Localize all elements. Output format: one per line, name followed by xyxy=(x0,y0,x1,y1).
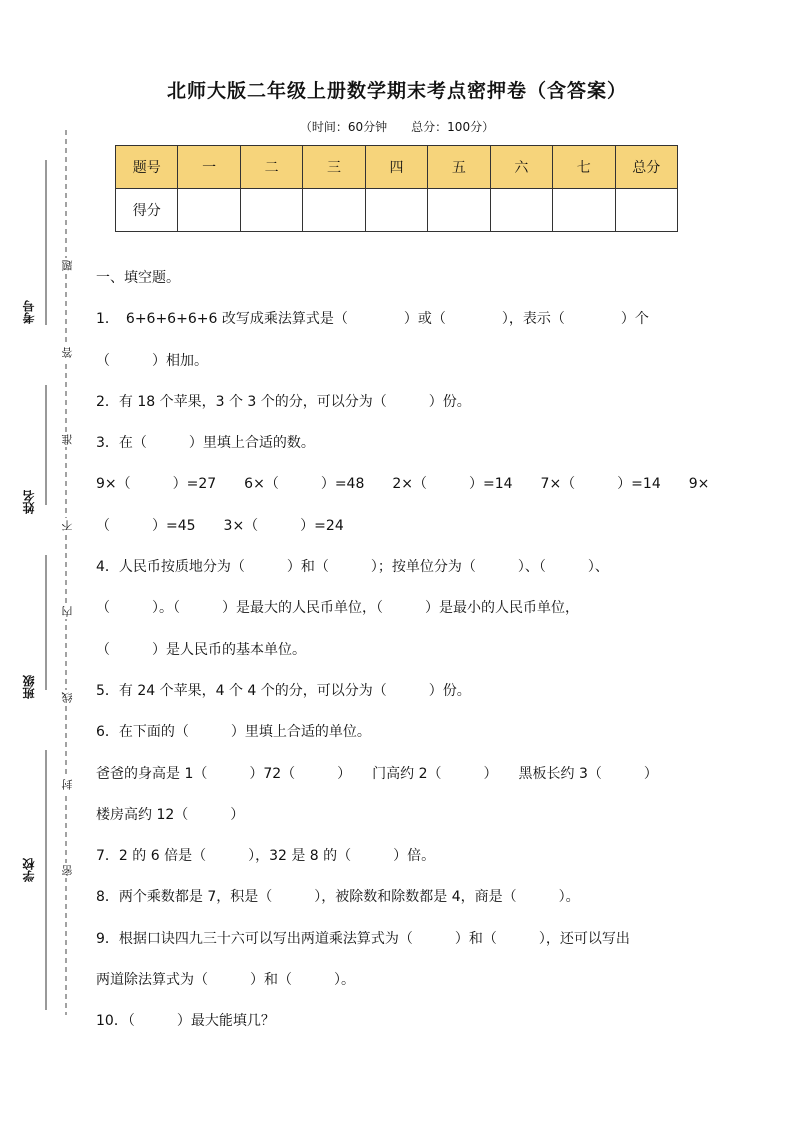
question-body xyxy=(96,258,710,1043)
score-table-header-row xyxy=(116,146,678,189)
header-cell: 三 xyxy=(303,146,365,189)
seal-char: 密 xyxy=(61,865,74,876)
header-cell: 四 xyxy=(365,146,427,189)
score-cell[interactable] xyxy=(240,189,302,232)
seal-char: 封 xyxy=(61,779,74,790)
question-line: 爸爸的身高是 1（ ）72（ ） 门高约 2（ ） 黑板长约 3（ ） xyxy=(96,765,658,782)
score-table xyxy=(115,145,678,232)
header-cell: 一 xyxy=(178,146,240,189)
question-line: 9．根据口诀四九三十六可以写出两道乘法算式为（ ）和（ ），还可以写出 xyxy=(96,930,630,947)
question-line: 8．两个乘数都是 7，积是（ ），被除数和除数都是 4，商是（ ）。 xyxy=(96,889,580,906)
question-line: 3．在（ ）里填上合适的数。 xyxy=(96,435,315,452)
seal-char: 准 xyxy=(61,434,74,445)
question-line: 1． 6+6+6+6+6 改写成乘法算式是（ ）或（ ），表示（ ）个 xyxy=(96,311,649,328)
school-label: 学校 xyxy=(22,858,36,882)
binding-margin xyxy=(0,0,80,1123)
class-label: 班级 xyxy=(22,675,36,699)
seal-char: 不 xyxy=(61,520,74,531)
question-line: 5．有 24 个苹果，4 个 4 个的分，可以分为（ ）份。 xyxy=(96,682,471,699)
section-heading: 一、填空题。 xyxy=(96,270,180,286)
header-cell: 七 xyxy=(553,146,615,189)
question-line: 7．2 的 6 倍是（ ），32 是 8 的（ ）倍。 xyxy=(96,848,436,865)
question-line: 两道除法算式为（ ）和（ ）。 xyxy=(96,972,355,989)
score-cell[interactable] xyxy=(178,189,240,232)
name-label: 姓名 xyxy=(22,490,36,514)
score-cell[interactable] xyxy=(365,189,427,232)
seal-char: 答 xyxy=(61,347,74,358)
page-title: 北师大版二年级上册数学期末考点密押卷（含答案） xyxy=(166,80,627,102)
header-cell: 题号 xyxy=(116,146,178,189)
question-line: 2．有 18 个苹果，3 个 3 个的分，可以分为（ ）份。 xyxy=(96,393,471,410)
question-line: （ ）相加。 xyxy=(96,352,208,369)
question-line: 10．（ ）最大能填几？ xyxy=(96,1013,275,1030)
score-cell[interactable] xyxy=(490,189,552,232)
score-cell[interactable] xyxy=(615,189,678,232)
header-cell: 二 xyxy=(240,146,302,189)
exam-info: （时间：60分钟 总分：100分） xyxy=(299,120,495,134)
question-line: （ ）是人民币的基本单位。 xyxy=(96,641,306,658)
question-line: （ ）。（ ）是最大的人民币单位，（ ）是最小的人民币单位， xyxy=(96,600,579,617)
seal-char: 线 xyxy=(61,692,74,703)
row-label-cell: 得分 xyxy=(116,189,178,232)
exam-number-label: 考号 xyxy=(22,300,36,324)
score-cell[interactable] xyxy=(303,189,365,232)
score-cell[interactable] xyxy=(553,189,615,232)
seal-char: 题 xyxy=(61,260,74,271)
seal-char: 内 xyxy=(61,606,74,617)
header-cell: 六 xyxy=(490,146,552,189)
question-line: 4．人民币按质地分为（ ）和（ ）；按单位分为（ ）、（ ）、 xyxy=(96,559,609,576)
question-line: 楼房高约 12（ ） xyxy=(96,806,245,823)
question-line: 6．在下面的（ ）里填上合适的单位。 xyxy=(96,724,371,741)
score-table-score-row xyxy=(116,189,678,232)
header-cell: 总分 xyxy=(615,146,678,189)
header-cell: 五 xyxy=(428,146,490,189)
question-line: （ ）=45 3×（ ）=24 xyxy=(96,517,344,534)
question-line: 9×（ ）=27 6×（ ）=48 2×（ ）=14 7×（ ）=14 9× xyxy=(96,476,710,493)
score-cell[interactable] xyxy=(428,189,490,232)
